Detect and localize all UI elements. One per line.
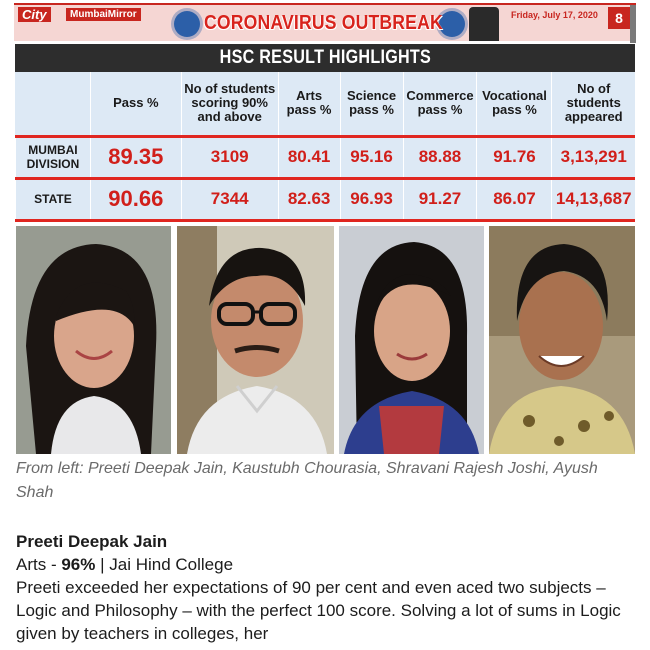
table-cell: 96.93	[340, 178, 403, 220]
table-cell: 3109	[181, 136, 278, 178]
section-label: City	[18, 7, 51, 22]
table-cell: 88.88	[403, 136, 477, 178]
row-label: MUMBAI DIVISION	[16, 136, 91, 178]
table-cell: 7344	[181, 178, 278, 220]
issue-date: Friday, July 17, 2020	[511, 10, 598, 20]
header-cell: No of students scoring 90% and above	[181, 72, 278, 136]
masked-person-image	[469, 7, 499, 41]
student-stream-line	[16, 553, 636, 576]
header-cell: Vocational pass %	[477, 72, 552, 136]
table-cell: 86.07	[477, 178, 552, 220]
header-cell: No of students appeared	[552, 72, 635, 136]
virus-icon	[439, 11, 465, 37]
table-cell: 89.35	[90, 136, 181, 178]
college-name: | Jai Hind College	[95, 555, 234, 574]
table-header-row	[16, 72, 636, 136]
results-table	[15, 72, 635, 222]
student-name: Preeti Deepak Jain	[16, 532, 168, 551]
stream-label: Arts -	[16, 555, 62, 574]
header-cell: Science pass %	[340, 72, 403, 136]
newspaper-masthead	[14, 3, 636, 41]
banner-headline: CORONAVIRUS OUTBREAK	[204, 12, 443, 34]
header-cell: Pass %	[90, 72, 181, 136]
page-number: 8	[608, 7, 630, 29]
photo-preeti-deepak-jain	[16, 226, 171, 454]
table-cell: 91.76	[477, 136, 552, 178]
table-cell: 80.41	[278, 136, 340, 178]
row-label: STATE	[16, 178, 91, 220]
edge-strip	[630, 5, 636, 43]
table-row	[16, 178, 636, 220]
article-paragraph: Preeti exceeded her expectations of 90 per cent and even aced two subjects – Logic and Philosophy – with the perfect 100 score. Solving a lot of sums in Logic given by teachers in colleges, her	[16, 578, 621, 643]
table-cell: 91.27	[403, 178, 477, 220]
header-cell	[16, 72, 91, 136]
table-cell: 14,13,687	[552, 178, 635, 220]
article-body	[16, 530, 636, 645]
header-cell: Arts pass %	[278, 72, 340, 136]
header-cell: Commerce pass %	[403, 72, 477, 136]
table-cell: 90.66	[90, 178, 181, 220]
paper-name: MumbaiMirror	[66, 8, 141, 21]
table-cell: 82.63	[278, 178, 340, 220]
virus-icon	[174, 11, 200, 37]
table-title: HSC RESULT HIGHLIGHTS	[15, 44, 635, 72]
table-cell: 95.16	[340, 136, 403, 178]
photo-caption: From left: Preeti Deepak Jain, Kaustubh Chourasia, Shravani Rajesh Joshi, Ayush Shah	[16, 460, 598, 501]
table-row	[16, 136, 636, 178]
table-cell: 3,13,291	[552, 136, 635, 178]
student-score: 96%	[61, 555, 96, 574]
photo-shravani-rajesh-joshi	[339, 226, 484, 454]
photo-kaustubh-chourasia	[177, 226, 334, 454]
photo-ayush-shah	[489, 226, 635, 454]
